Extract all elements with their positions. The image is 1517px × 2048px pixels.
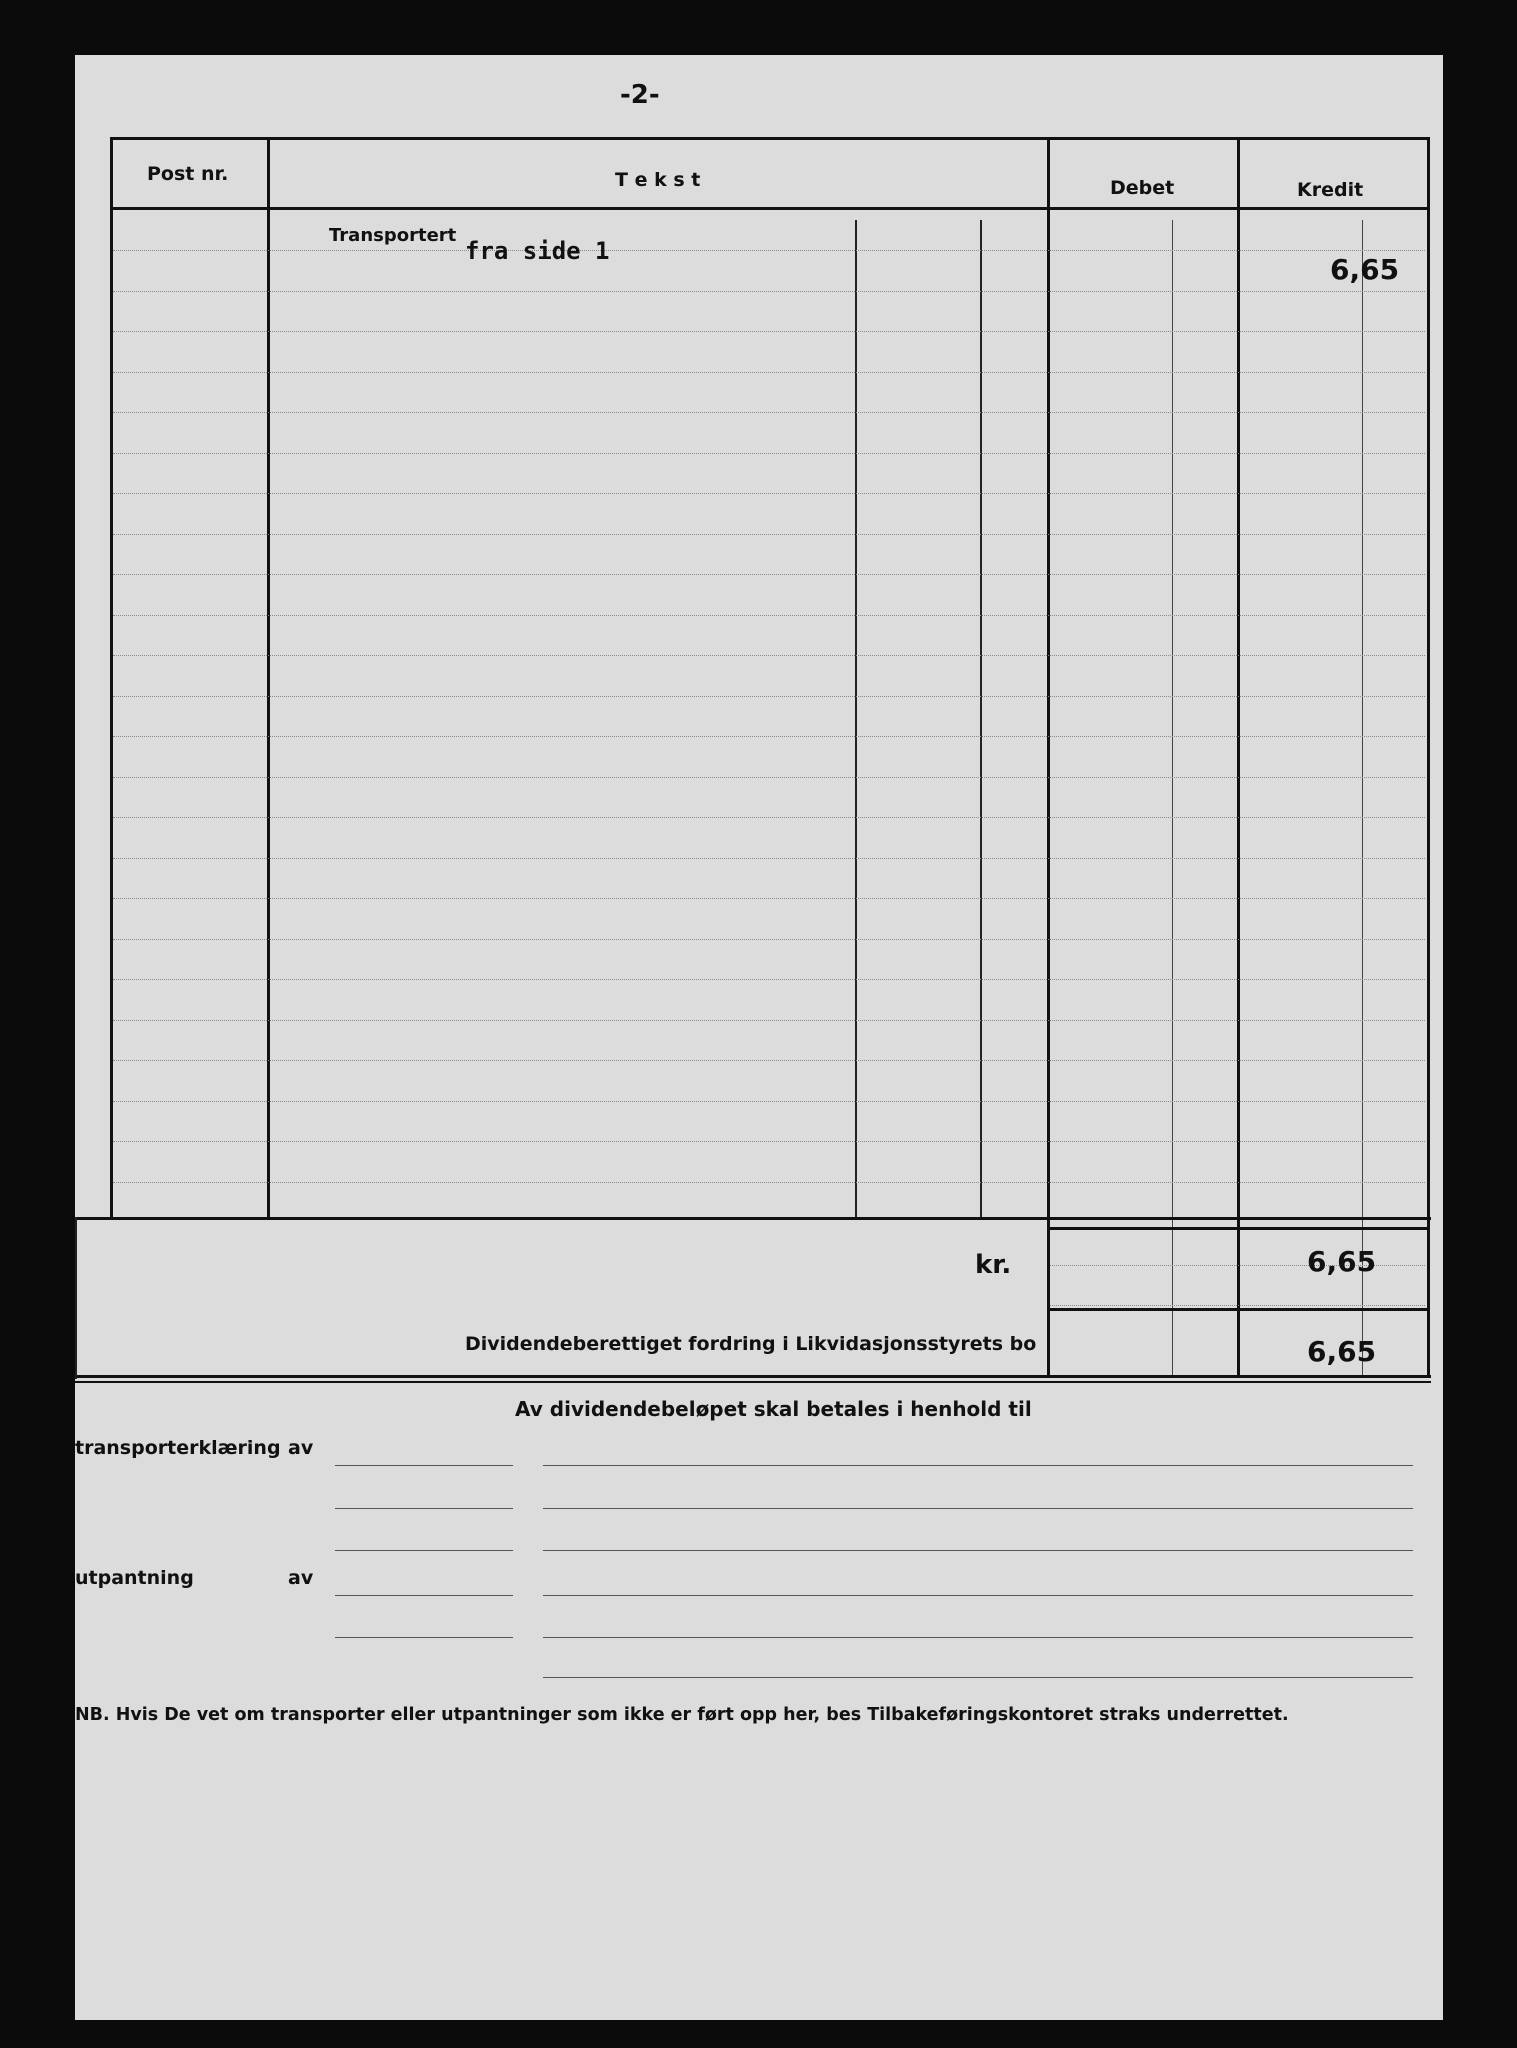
ledger-row-line — [113, 574, 1425, 575]
kredit-column-left — [1237, 137, 1240, 1377]
kr-label: kr. — [975, 1250, 1012, 1280]
transport-detail-line-1 — [543, 1465, 1413, 1466]
transport-detail-line-2 — [543, 1508, 1413, 1509]
ledger-row-line — [113, 1020, 1425, 1021]
ledger-row-line — [113, 1141, 1425, 1142]
tekst-subcolumn-2 — [980, 220, 982, 1217]
totals-bottom-rule — [75, 1375, 1431, 1378]
ledger-row-line — [113, 250, 1425, 251]
kr-sum-rule — [1047, 1227, 1430, 1230]
ledger-row-line — [113, 696, 1425, 697]
postnr-column-divider — [267, 137, 270, 1217]
ledger-row-line — [113, 898, 1425, 899]
ledger-row-line — [113, 777, 1425, 778]
utpantning-detail-line-2 — [543, 1637, 1413, 1638]
debet-subcolumn — [1172, 220, 1173, 1377]
ledger-row-line — [113, 291, 1425, 292]
ledger-form-page — [75, 55, 1443, 2020]
transporterklaring-av: av — [288, 1437, 314, 1459]
ledger-row-line — [113, 453, 1425, 454]
header-post-nr: Post nr. — [147, 163, 229, 185]
utpantning-name-line-1 — [335, 1595, 513, 1596]
ledger-row-line — [113, 1182, 1425, 1183]
ledger-row-line — [113, 331, 1425, 332]
dividend-rule — [1047, 1308, 1430, 1311]
totals-row-line — [1050, 1305, 1425, 1306]
ledger-row-line — [113, 412, 1425, 413]
tekst-subcolumn-1 — [855, 220, 857, 1217]
header-debet: Debet — [1110, 177, 1175, 199]
ledger-row-line — [113, 979, 1425, 980]
utpantning-detail-line-3 — [543, 1677, 1413, 1678]
right-border — [1427, 137, 1430, 1377]
footnote: NB. Hvis De vet om transporter eller utpantninger som ikke er ført opp her, bes Tilbakeføringskontoret straks underrettet. — [75, 1705, 1289, 1725]
payment-heading: Av dividendebeløpet skal betales i henhold til — [515, 1397, 1032, 1421]
ledger-row-line — [113, 1060, 1425, 1061]
utpantning-label: utpantning — [75, 1567, 194, 1589]
ledger-row-line — [113, 615, 1425, 616]
totals-top-rule — [75, 1217, 1431, 1220]
header-kredit: Kredit — [1297, 179, 1364, 201]
totals-left-edge — [75, 1217, 77, 1379]
left-border — [110, 137, 113, 1217]
kr-kredit-amount: 6,65 — [1307, 1245, 1377, 1278]
header-bottom-rule — [110, 207, 1430, 210]
utpantning-detail-line-1 — [543, 1595, 1413, 1596]
ledger-row-line — [113, 534, 1425, 535]
kredit-subcolumn — [1362, 220, 1363, 1377]
table-top-rule — [110, 137, 1430, 140]
ledger-row-line — [113, 1101, 1425, 1102]
ledger-row-line — [113, 939, 1425, 940]
transporterklaring-label: transporterklæring — [75, 1437, 281, 1459]
ledger-row-line — [113, 736, 1425, 737]
transport-name-line-2 — [335, 1508, 513, 1509]
ledger-row-line — [113, 817, 1425, 818]
transportert-label: Transportert — [329, 225, 457, 246]
dividend-label: Dividendeberettiget fordring i Likvidasjonsstyrets bo — [465, 1333, 1037, 1355]
dividend-kredit-amount: 6,65 — [1307, 1335, 1377, 1368]
transport-name-line-3 — [335, 1550, 513, 1551]
debet-column-left — [1047, 137, 1050, 1377]
transport-name-line-1 — [335, 1465, 513, 1466]
header-tekst: T e k s t — [615, 169, 701, 191]
utpantning-av: av — [288, 1567, 314, 1589]
page-number: -2- — [620, 80, 660, 110]
transportert-typed-text: fra side 1 — [465, 237, 610, 265]
ledger-row-line — [113, 493, 1425, 494]
transport-detail-line-3 — [543, 1550, 1413, 1551]
first-row-kredit-amount: 6,65 — [1330, 253, 1400, 286]
ledger-row-line — [113, 655, 1425, 656]
totals-bottom-rule-2 — [75, 1381, 1431, 1383]
utpantning-name-line-2 — [335, 1637, 513, 1638]
ledger-row-line — [113, 372, 1425, 373]
ledger-row-line — [113, 858, 1425, 859]
